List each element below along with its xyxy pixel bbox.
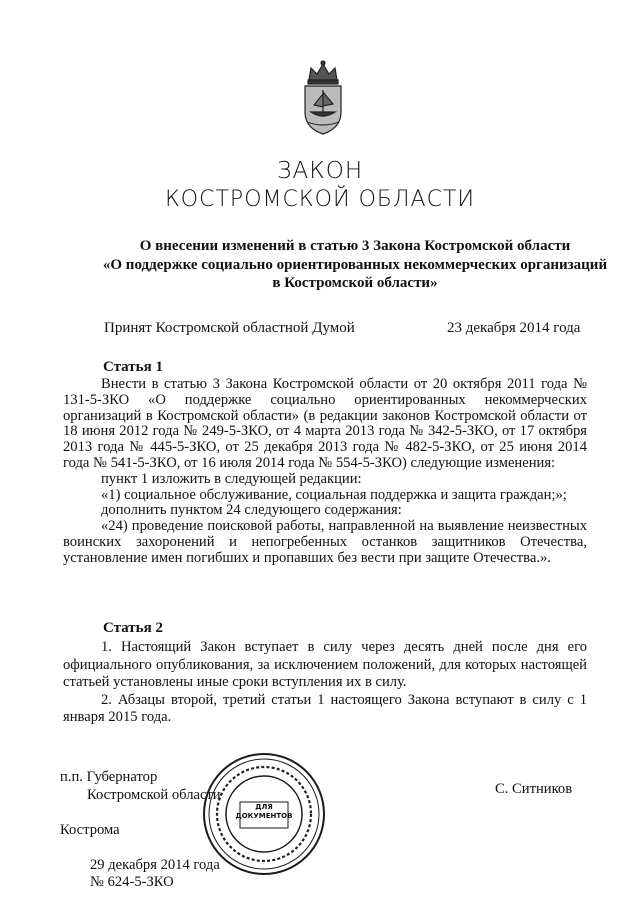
article-1-body xyxy=(63,377,587,567)
stamp-center-line-1: ДЛЯ xyxy=(255,803,273,811)
signatory-position-line-1: п.п. Губернатор xyxy=(60,769,158,785)
coat-of-arms-emblem xyxy=(297,60,349,138)
article-2-paragraph-1: 1. Настоящий Закон вступает в силу через десять дней после дня его официального опубликования, за исключением положений, для которых настоящей статьей установлены иные сроки вступления их в силу. xyxy=(63,639,587,690)
stamp-center-line-2: ДОКУМЕНТОВ xyxy=(235,812,293,820)
article-1-item-1-text: «1) социальное обслуживание, социальная поддержка и защита граждан;»; xyxy=(101,486,567,503)
signing-date: 29 декабря 2014 года xyxy=(90,857,220,873)
article-1-intro: Внести в статью 3 Закона Костромской области от 20 октября 2011 года № 131-5-ЗКО «О поддержке социально ориентированных некоммерческих организаций в Костромской области» (в редакции законов Костромской области от 18 июня 2012 года № 249-5-ЗКО, от 4 марта 2013 года № 342-5-ЗКО, от 17 октября 2013 года № 445-5-ЗКО, от 25 декабря 2013 года № 482-5-ЗКО, от 25 июня 2014 года № 541-5-ЗКО, от 16 июля 2014 года № 554-5-ЗКО) следующие изменения: xyxy=(63,376,587,471)
adoption-date: 23 декабря 2014 года xyxy=(447,320,581,336)
article-2-paragraph-2: 2. Абзацы второй, третий статьи 1 настоящего Закона вступают в силу с 1 января 2015 года. xyxy=(63,691,587,725)
signing-city: Кострома xyxy=(60,822,120,838)
stamp-center-text xyxy=(202,803,326,821)
law-title: ЗАКОН xyxy=(276,158,364,184)
law-subject xyxy=(60,237,640,293)
subject-line-2: «О поддержке социально ориентированных некоммерческих организаций xyxy=(102,256,608,273)
region-title: КОСТРОМСКОЙ ОБЛАСТИ xyxy=(164,187,476,212)
article-1-item-2: дополнить пунктом 24 следующего содержания: xyxy=(101,502,402,519)
article-2-body xyxy=(63,639,587,727)
article-1-item-2-text: «24) проведение поисковой работы, направленной на выявление неизвестных воинских захоронений и непогребенных останков защитников Отечества, установление имен погибших и пропавших без вести при защите Отечества.». xyxy=(63,518,587,566)
article-2-title: Статья 2 xyxy=(103,620,163,636)
signatory-position-line-2: Костромской области xyxy=(87,787,221,803)
subject-line-1: О внесении изменений в статью 3 Закона Костромской области xyxy=(139,238,571,254)
adopted-by: Принят Костромской областной Думой xyxy=(104,320,355,336)
law-number: № 624-5-ЗКО xyxy=(90,874,174,890)
article-1-item-1: пункт 1 изложить в следующей редакции: xyxy=(101,470,362,487)
article-1-title: Статья 1 xyxy=(103,359,163,375)
subject-line-3: в Костромской области» xyxy=(272,275,438,291)
signatory-name: С. Ситников xyxy=(495,781,573,797)
